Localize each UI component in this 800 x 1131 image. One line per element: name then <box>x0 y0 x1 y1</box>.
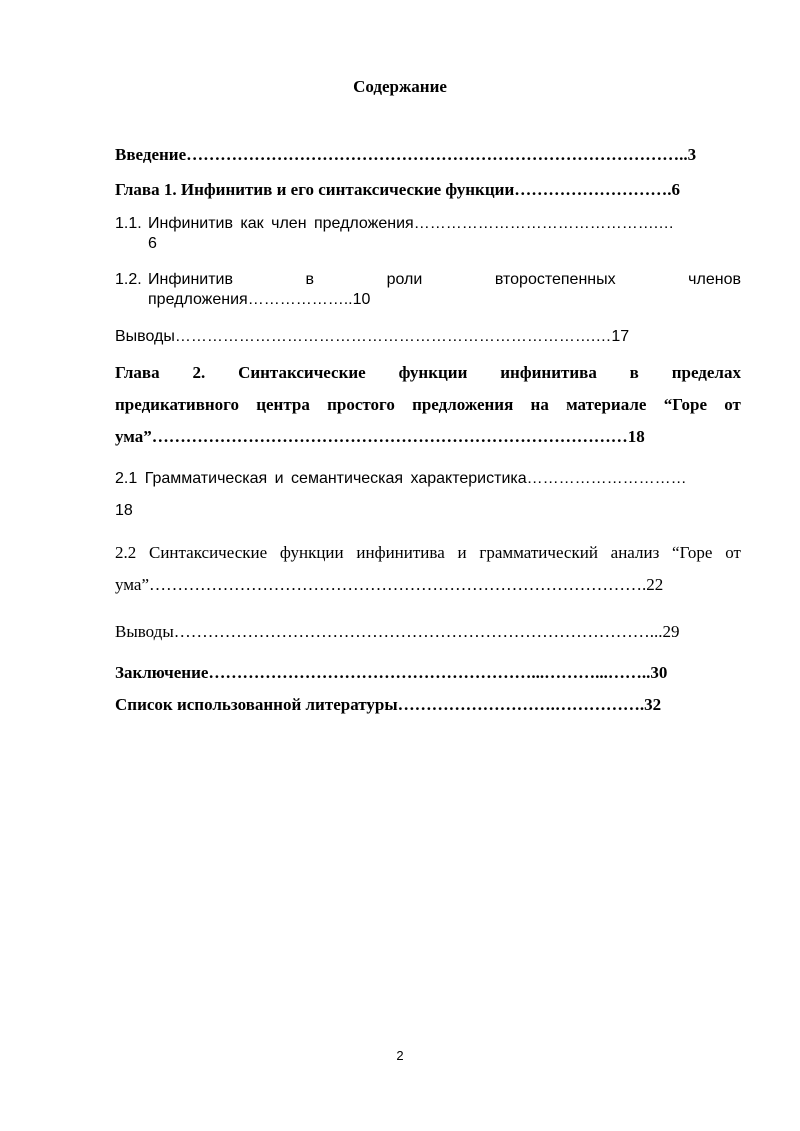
word: Синтаксические <box>148 543 268 562</box>
toc-section-2-1-page: 18 <box>115 502 133 519</box>
word: Синтаксические <box>238 363 366 382</box>
toc-conclusion[interactable]: Заключение…………………………………………………...………...……..30 <box>115 663 668 682</box>
section-page: 6 <box>148 235 157 252</box>
chapter-title-line-3: ума”…………………………………………………………………………18 <box>115 427 645 446</box>
word: предложения <box>412 395 514 414</box>
word: “Горе <box>663 395 708 414</box>
section-number: 1.2. <box>115 271 142 288</box>
word: в <box>629 363 639 382</box>
word: простого <box>327 395 395 414</box>
word: инфинитива <box>500 363 597 382</box>
chapter-title-line-1 <box>115 363 741 395</box>
word: инфинитива <box>356 543 445 562</box>
toc-introduction[interactable]: Введение……………………………………………………………………………..3 <box>115 145 697 164</box>
toc-conclusions-1[interactable]: Выводы…………………………………………………………………….…17 <box>115 328 630 345</box>
word: пределах <box>671 363 741 382</box>
toc-section-1-1[interactable] <box>115 215 741 255</box>
section-title-continued: предложения………………..10 <box>148 291 371 308</box>
word: “Горе <box>672 543 713 562</box>
page-title: Содержание <box>353 77 447 96</box>
toc-section-2-2[interactable] <box>115 543 741 595</box>
toc-chapter-2[interactable] <box>115 363 741 447</box>
word: второстепенных <box>494 271 616 288</box>
section-title-line-1 <box>115 543 741 575</box>
section-title: 2.1 Грамматическая и семантическая характеристика………………………… <box>115 470 687 487</box>
page-number: 2 <box>396 1048 404 1063</box>
word: функции <box>279 543 344 562</box>
chapter-title-line-2 <box>115 395 741 427</box>
toc-chapter-1[interactable]: Глава 1. Инфинитив и его синтаксические функции……………………….6 <box>115 180 680 199</box>
word: роли <box>386 271 423 288</box>
word: и <box>457 543 467 562</box>
word: от <box>724 395 741 414</box>
section-title-line-2: ума”…………………………………………………………………………….22 <box>115 575 664 594</box>
word: предикативного <box>115 395 239 414</box>
section-title: Инфинитив как член предложения……………………………………….… <box>148 215 675 232</box>
section-number: 1.1. <box>115 215 142 232</box>
word: анализ <box>610 543 660 562</box>
toc-section-2-1[interactable] <box>115 470 741 488</box>
word: 2. <box>192 363 206 382</box>
word: на <box>530 395 549 414</box>
word: Инфинитив <box>148 271 233 288</box>
word: Глава <box>115 363 160 382</box>
word: в <box>305 271 315 288</box>
word: материале <box>566 395 647 414</box>
toc-references[interactable]: Список использованной литературы……………………….…………….32 <box>115 695 662 714</box>
word: грамматический <box>479 543 598 562</box>
word: от <box>725 543 741 562</box>
toc-section-1-2[interactable] <box>115 271 741 311</box>
word: членов <box>688 271 741 288</box>
word: центра <box>256 395 310 414</box>
word: 2.2 <box>115 543 137 562</box>
word: функции <box>398 363 468 382</box>
section-title-line <box>148 271 741 289</box>
toc-conclusions-2[interactable]: Выводы…………………………………………………………………………...29 <box>115 622 680 641</box>
